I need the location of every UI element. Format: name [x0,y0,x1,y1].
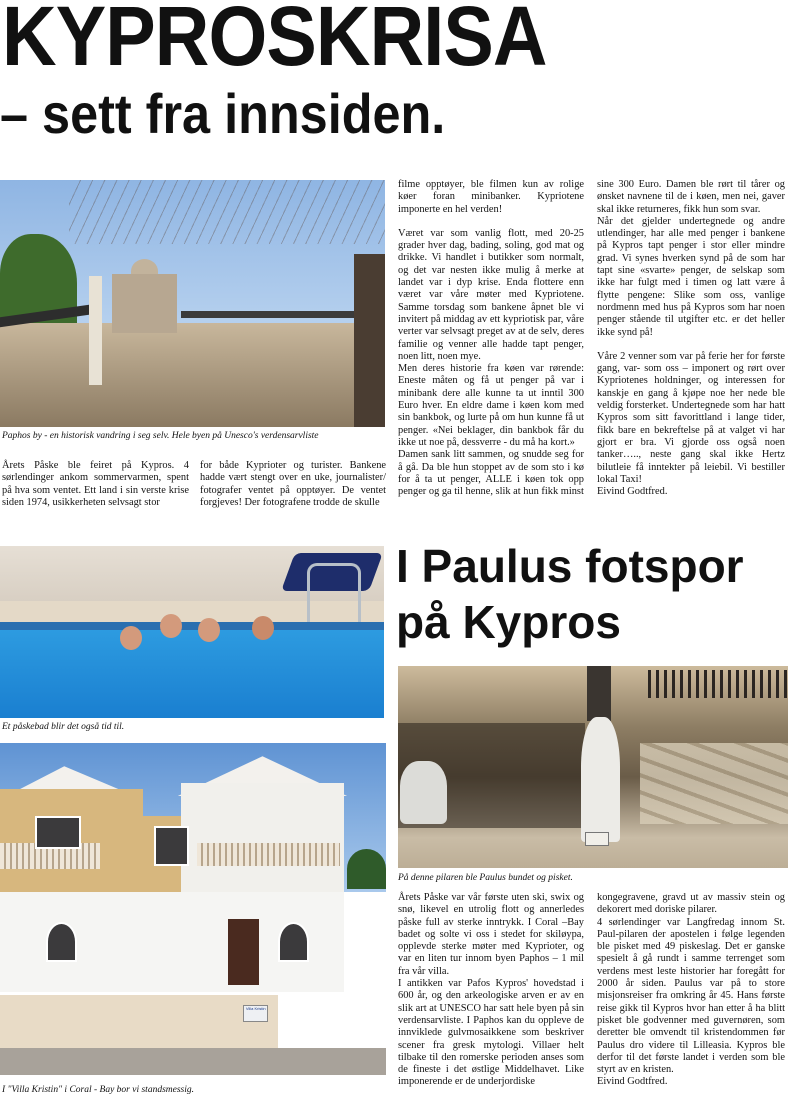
article2-title [396,538,744,650]
pillar-photo-caption: På denne pilaren ble Paulus bundet og pisket. [398,873,573,883]
pool-photo-caption: Et påskebad blir det også tid til. [2,722,125,732]
window [154,826,189,866]
front-door [228,919,259,985]
article-subtitle: – sett fra innsiden. [0,82,446,145]
tree-branches [69,180,385,244]
article1-column-4 [597,179,785,498]
swimmer [252,616,274,640]
paragraph: Våre 2 venner som var på ferie her for første gang, var- som oss – imponert og rørt over Kypriotenes holdninger, og interessen for kanskje en gang å kjøpe noe her nede ble veldig forsterket. Undertegnede som har hatt Kypros som sitt favorittland i lange tider, fikk bare en bekreftelse på at valget vi har gjort er bra. Vi gjorde oss også noen tanker….., neste gang skal ikke Hertz bilutleie få inntekter på leiebil. Vi bestiller lokal Taxi! [597,350,785,485]
paragraph: filme opptøyer, ble filmen kun av rolige køer foran minibanker. Kypriotene imponerte en hel verden! [398,179,584,215]
swimmer [120,626,142,650]
pool-edge [0,622,384,631]
article2-column-2 [597,892,785,1089]
tree-trunk [587,666,610,721]
paragraph: Årets Påske ble feiret på Kypros. 4 sørlendinger ankom sommervarmen, spent på hva som ventet. Ett land i sin verste krise siden 1974, usikkerheten selvsagt stor [2,460,189,508]
author-signature: Eivind Godtfred. [597,486,668,498]
pool-photo [0,546,384,718]
stone-blocks [640,743,788,824]
article1-column-2 [200,460,386,509]
marble-column [89,276,102,385]
window [35,816,81,849]
window [278,922,309,962]
ruins-ground [0,323,385,427]
swimmer [198,618,220,642]
pool-water [0,630,384,718]
article2-column-1 [398,892,584,1089]
villa-sign: Villa Kristin [243,1005,268,1022]
balcony [197,843,340,866]
paragraph: I antikken var Pafos Kypros' hovedstad i 600 år, og den arkeologiske arven er av en slik art at UNESCO har satt hele byen på sin verdensarvliste. I Paphos kan du oppleve de innviklede gulvmosaikkene som beskriver scener fra gresk mytologi. Villaer helt tilbake til den romerske perioden anses som de fineste i det østlige Middelhavet. Like imponerende er de underjordiske [398,978,584,1088]
window [46,922,77,962]
article1-column-1 [2,460,189,509]
article2-title-line2: på Kypros [396,596,621,648]
paragraph: kongegravene, gravd ut av massiv stein og dekorert med doriske pilarer. [597,892,785,916]
villa-photo [0,743,386,1075]
article2-title-line1: I Paulus fotspor [396,540,744,592]
st-paul-pillar [581,717,620,842]
broken-column [400,761,447,824]
paragraph: Damen sank litt sammen, og snudde seg for å gå. Da ble hun stoppet av de som sto i kø for å ta ut penger, ALLE i køen tok opp penger og ga til henne, slik at hun fikk minst [398,449,584,498]
paragraph: Været var som vanlig flott, med 20-25 grader hver dag, bading, soling, god mat og drikke. Vi handlet i butikker som normalt, og det var nesten ikke mulig å merke at landet var i dyp krise. Enda flottere enn været var våre møter med Kypriotene. Samme torsdag som bankene åpnet ble vi invitert på middag av ett kypriotisk par, våre verter var selvsagt preget av at de selv, deres familie og venner alle hadde tapt penger, noen litt, noen mye. [398,227,584,362]
paragraph: 4 sørlendinger var Langfredag innom St. Paul-pilaren der apostelen i følge legenden ble pisket med 49 piskeslag. Det er ganske spesielt å gå rundt i samme terrenget som verdens mest leste historier har foregått for 2000 år siden. Paulus var på to store misjonsreiser fra omkring år 45. Hans første reise gikk til Kypros hvor han etter å ha blitt pisket ble godvenner med guvernøren, som deretter ble omvendt til kristendommen før Paulus dro videre til Lilleasia. Kypros ble derfor til det første landet i verden som ble styrt av en kristen. [597,916,785,1076]
villa-photo-caption: I "Villa Kristin" i Coral - Bay bor vi standsmessig. [2,1085,194,1095]
tree-trunk [354,254,385,427]
info-plaque [585,832,608,846]
paragraph: sine 300 Euro. Damen ble rørt til tårer og ønsket navnene til de i køen, men nei, gaver skal ikke returneres, fikk hun som svar. [597,179,785,215]
paragraph: Men deres historie fra køen var rørende: Eneste måten og få ut penger på var i minibank dere alle kunne ta ut inntil 300 Euro hver. En eldre dame i køen kom med sin bankbok, og lurte på om hun kunne få ut penger. «Nei beklager, din bankbok får du ikke ut noe på, dessverre - du må ha kort.» [398,363,584,448]
garden-wall [0,995,278,1048]
paragraph: Når det gjelder undertegnede og andre utlendinger, har alle med penger i bankene på Kypros tapt penger i stor eller mindre grad. Vi synes hverken synd på de som har tapt sine «svarte» penger, de selskap som ikke har fulgt med i timen og latt være å flytte pengene: Slike som oss, vanlige nordmenn med hus på Kypros som har noen penger stående til utgifter etc. er det heller ikke synd på! [597,215,785,338]
article-title: KYPROSKRISA [2,0,547,83]
paphos-ruins-photo [0,180,385,427]
author-signature: Eivind Godtfred. [597,1076,668,1088]
walkway [181,311,366,318]
st-paul-pillar-photo [398,666,788,868]
palm-tree [347,849,386,889]
church [112,274,177,333]
paragraph: for både Kyprioter og turister. Bankene hadde vært stengt over en uke, journalister/ fotografer ventet på opptøyer. De ventet forgjeves! Der fotografene trodde de skulle [200,460,386,508]
walkway [648,670,788,698]
street [0,1048,386,1075]
article1-column-3 [398,179,584,498]
paphos-photo-caption: Paphos by - en historisk vandring i seg selv. Hele byen på Unesco's verdensarvliste [2,431,319,441]
paragraph: Årets Påske var vår første uten ski, swix og snø, likevel en utrolig flott og annerledes påske full av sterke inntrykk. I Coral –Bay badet og solte vi oss i stedet for skiløypa, opplevde sterke møter med Kyprioter, og var en liten tur innom byen Paphos – 1 mil fra vår villa. [398,892,584,977]
swimmer [160,614,182,638]
